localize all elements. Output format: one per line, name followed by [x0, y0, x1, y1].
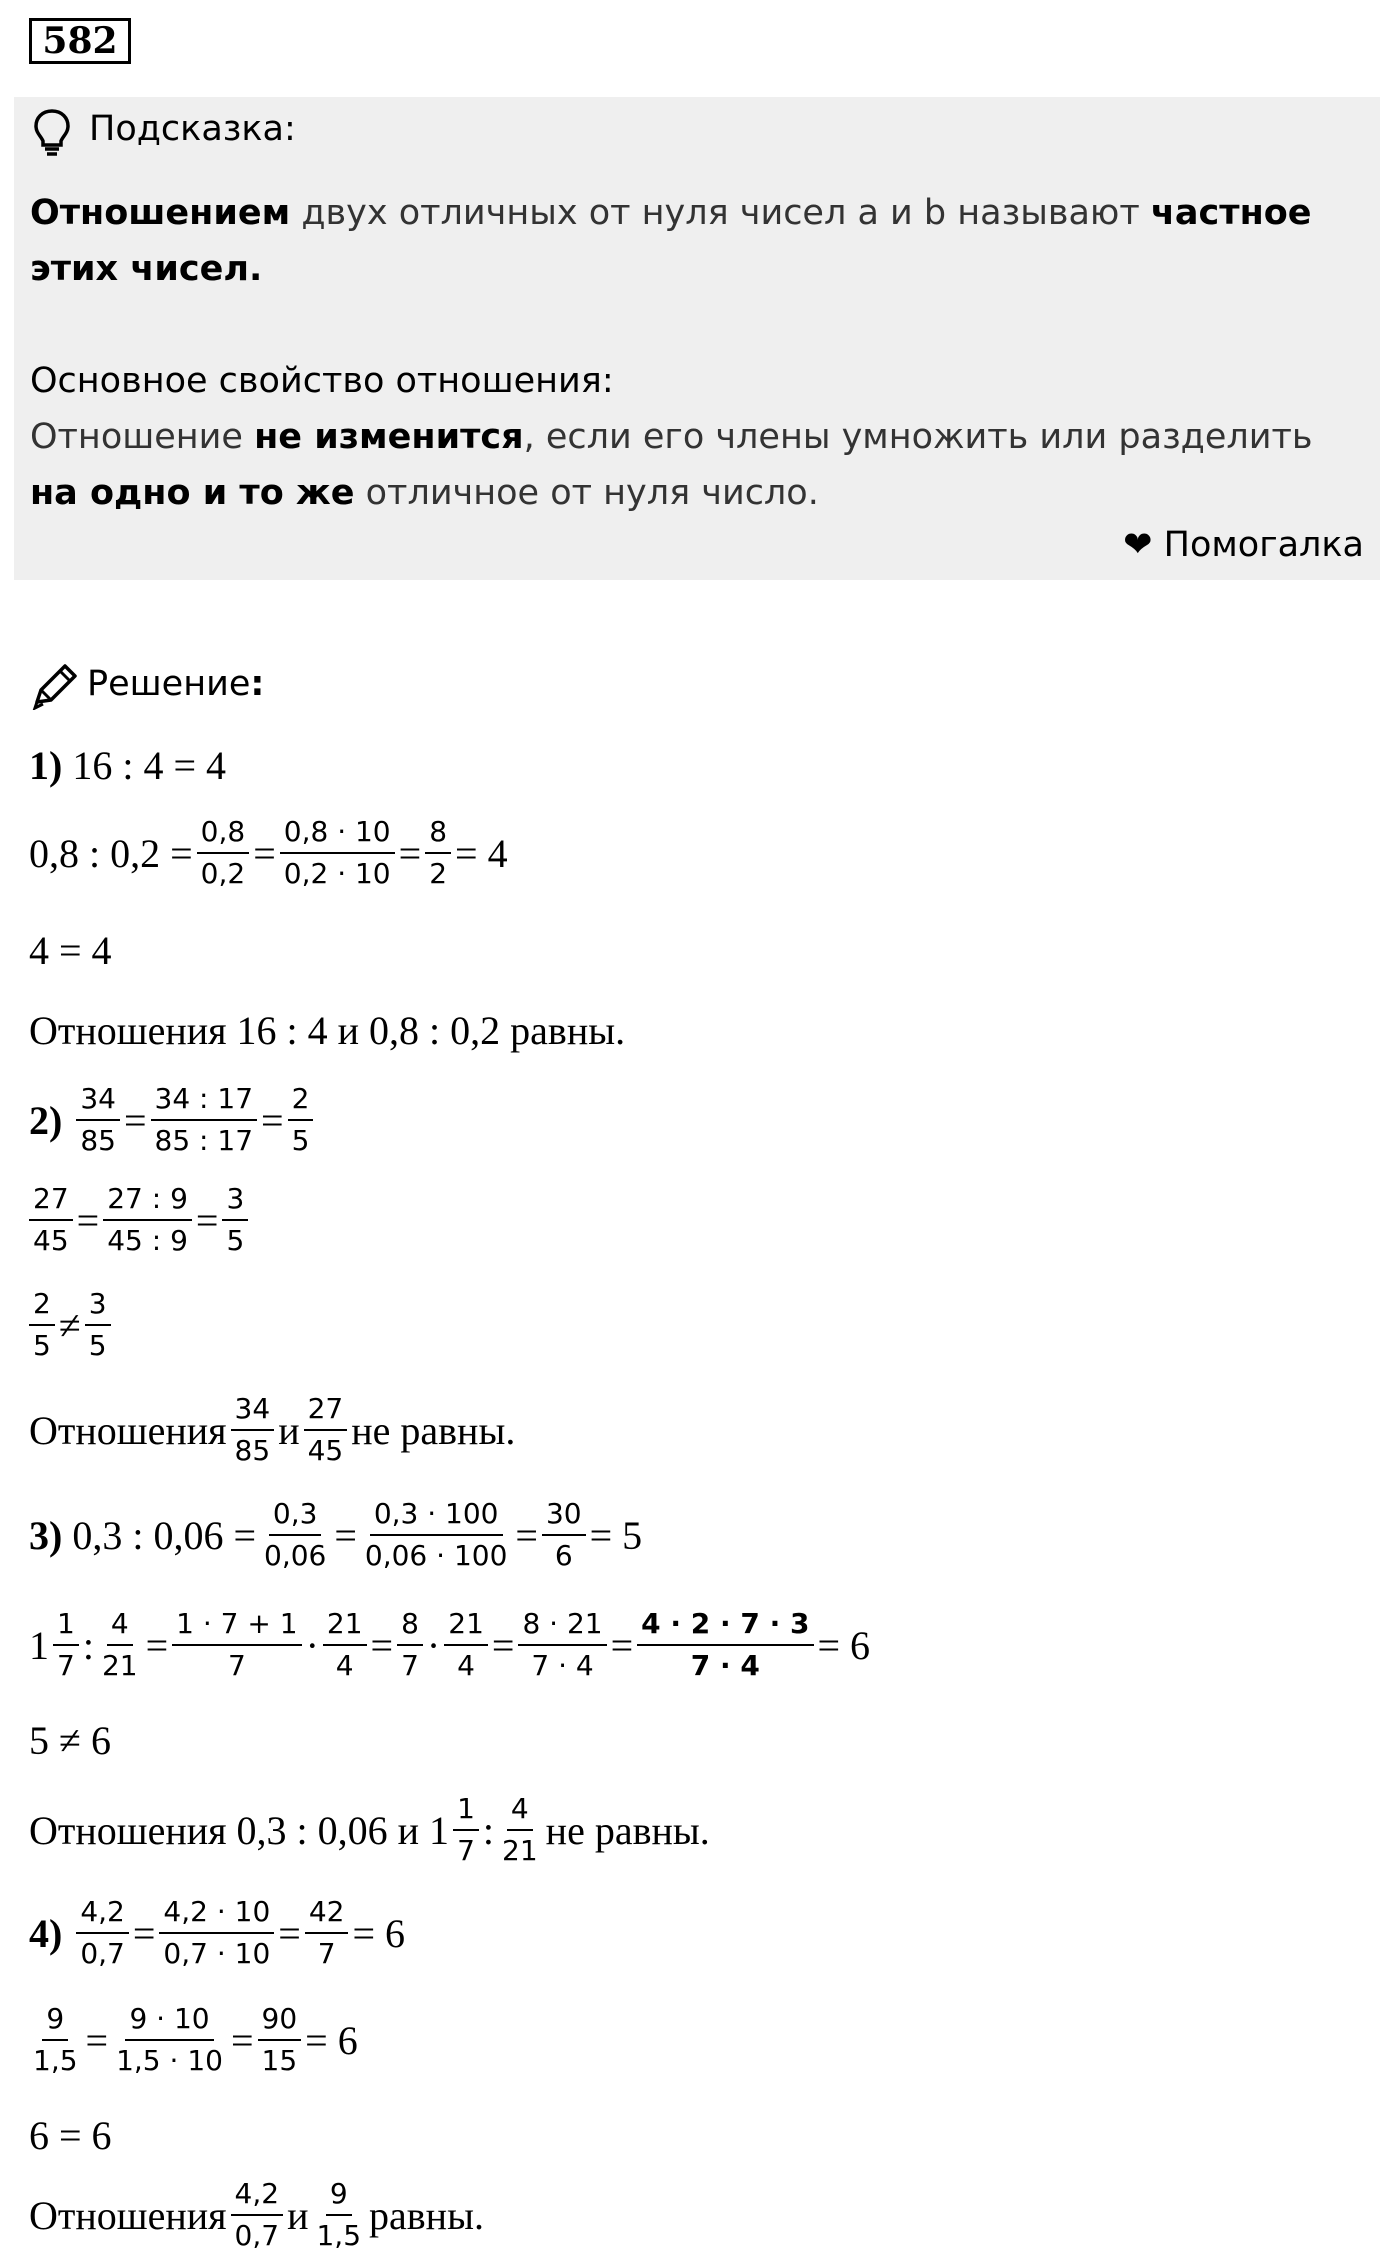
fraction: $\frac{3}{5}$ — [222, 1181, 248, 1259]
step-2-line: 2) $\frac{34}{85}$ = $\frac{34 : 17}{85 : 17}$ = $\frac{2}{5}$ — [29, 1075, 317, 1165]
fraction: $\frac{1 \cdot 7 + 1}{7}$ — [172, 1606, 301, 1684]
fraction: 3 5 — [85, 1286, 111, 1364]
step-3-line: 3) 0,3 : 0,06 = $\frac{0,3}{0,06}$ = $\frac{0,3 \cdot 100}{0,06 \cdot 100}$ = $\frac{30}{6}$ = 5 — [29, 1497, 643, 1572]
fraction: $\frac{4,2 \cdot 10}{0,7 \cdot 10}$ — [159, 1894, 274, 1972]
fraction: 9 1,5 — [316, 2177, 362, 2252]
fraction: 4 21 — [502, 1792, 538, 1867]
fraction: 4,2 0,7 — [231, 2176, 284, 2254]
hint-title: Подсказка: — [89, 109, 296, 149]
fraction: $\frac{27 : 9}{45 : 9}$ — [103, 1181, 192, 1259]
fraction: $\frac{4 \cdot 2 \cdot 7 \cdot 3}{7 \cdot 4}$ — [637, 1606, 813, 1684]
solution-title: Решение: — [29, 662, 264, 706]
step-4-second-ratio: $\frac{9}{1,5}$ = $\frac{9 \cdot 10}{1,5 \cdot 10}$ = $\frac{90}{15}$ = 6 — [29, 1995, 358, 2085]
step-1-compare: 4 = 4 — [29, 927, 112, 973]
fraction: $\frac{34 : 17}{85 : 17}$ — [151, 1081, 258, 1159]
hint-definition-cont: этих чисел. — [30, 249, 263, 289]
fraction: $\frac{21}{4}$ — [444, 1606, 488, 1684]
hint-property: Отношение не изменится, если его члены умножить или разделить — [30, 417, 1313, 457]
hint-definition: Отношением двух отличных от нуля чисел a и b называют частное — [30, 193, 1312, 233]
lightbulb-icon — [30, 107, 74, 157]
fraction: 1 7 — [53, 1606, 79, 1684]
fraction: $\frac{8 \cdot 21}{7 \cdot 4}$ — [518, 1606, 606, 1684]
fraction: $\frac{8}{2}$ — [425, 814, 451, 892]
step-4-compare: 6 = 6 — [29, 2112, 112, 2158]
step-2-conclusion: Отношения 34 85 и 27 45 не равны. — [29, 1392, 516, 1467]
fraction: $\frac{0,8 \cdot 10}{0,2 \cdot 10}$ — [280, 814, 395, 892]
step-1-line: 1) 16 : 4 = 4 — [29, 742, 226, 788]
fraction: 27 45 — [304, 1391, 348, 1469]
hint-property-title: Основное свойство отношения: — [30, 361, 614, 401]
fraction: $\frac{42}{7}$ — [305, 1894, 349, 1972]
fraction: $\frac{9 \cdot 10}{1,5 \cdot 10}$ — [116, 2002, 223, 2077]
step-2-compare: 2 5 ≠ 3 5 — [29, 1280, 115, 1370]
fraction: 1 7 — [453, 1791, 479, 1869]
fraction: $\frac{34}{85}$ — [76, 1081, 120, 1159]
task-number: 582 — [29, 18, 131, 64]
hint-property-cont: на одно и то же отличное от нуля число. — [30, 473, 819, 513]
step-3-second-ratio: 1 1 7 : $\frac{4}{21}$ = $\frac{1 \cdot 7 + 1}{7}$ · $\frac{21}{4}$ = $\frac{8}{7}$ · $\frac{21}{4}$ = $\frac{8 \cdot 21}{7 \cdot 4}$ = $\frac{4 \cdot 2 \cdot 7 \cdot 3}{7 \cdot 4}$ = 6 — [29, 1607, 871, 1682]
step-4-line: 4) $\frac{4,2}{0,7}$ = $\frac{4,2 \cdot 10}{0,7 \cdot 10}$ = $\frac{42}{7}$ = 6 — [29, 1895, 406, 1970]
step-1-fraction-line: 0,8 : 0,2 = $\frac{0,8}{0,2}$ = $\frac{0,8 \cdot 10}{0,2 \cdot 10}$ = $\frac{8}{2}$ = 4 — [29, 815, 508, 890]
heart-icon: ❤ — [1123, 525, 1153, 565]
hint-box — [14, 97, 1380, 580]
fraction: $\frac{0,3}{0,06}$ — [264, 1497, 327, 1572]
fraction: $\frac{9}{1,5}$ — [33, 2002, 78, 2077]
fraction: $\frac{0,3 \cdot 100}{0,06 \cdot 100}$ — [364, 1497, 508, 1572]
step-3-compare: 5 ≠ 6 — [29, 1717, 111, 1763]
fraction: $\frac{8}{7}$ — [397, 1606, 423, 1684]
fraction: $\frac{21}{4}$ — [323, 1606, 367, 1684]
pencil-icon — [29, 662, 81, 710]
fraction: $\frac{0,8}{0,2}$ — [197, 814, 250, 892]
fraction: $\frac{90}{15}$ — [258, 2001, 302, 2079]
step-4-conclusion: Отношения 4,2 0,7 и 9 1,5 равны. — [29, 2177, 484, 2252]
step-3-conclusion: Отношения 0,3 : 0,06 и 1 1 7 : 4 21 не равны. — [29, 1792, 710, 1867]
fraction: $\frac{27}{45}$ — [29, 1181, 73, 1259]
fraction: 34 85 — [231, 1391, 275, 1469]
fraction: $\frac{4}{21}$ — [101, 1607, 138, 1682]
step-1-conclusion: Отношения 16 : 4 и 0,8 : 0,2 равны. — [29, 1007, 626, 1053]
fraction: $\frac{4,2}{0,7}$ — [76, 1894, 129, 1972]
fraction: $\frac{30}{6}$ — [542, 1496, 586, 1574]
fraction: $\frac{2}{5}$ — [288, 1081, 314, 1159]
fraction: 2 5 — [29, 1286, 55, 1364]
brand-label: ❤ Помогалка — [1123, 525, 1364, 565]
step-2-second-ratio: $\frac{27}{45}$ = $\frac{27 : 9}{45 : 9}$ = $\frac{3}{5}$ — [29, 1175, 252, 1265]
